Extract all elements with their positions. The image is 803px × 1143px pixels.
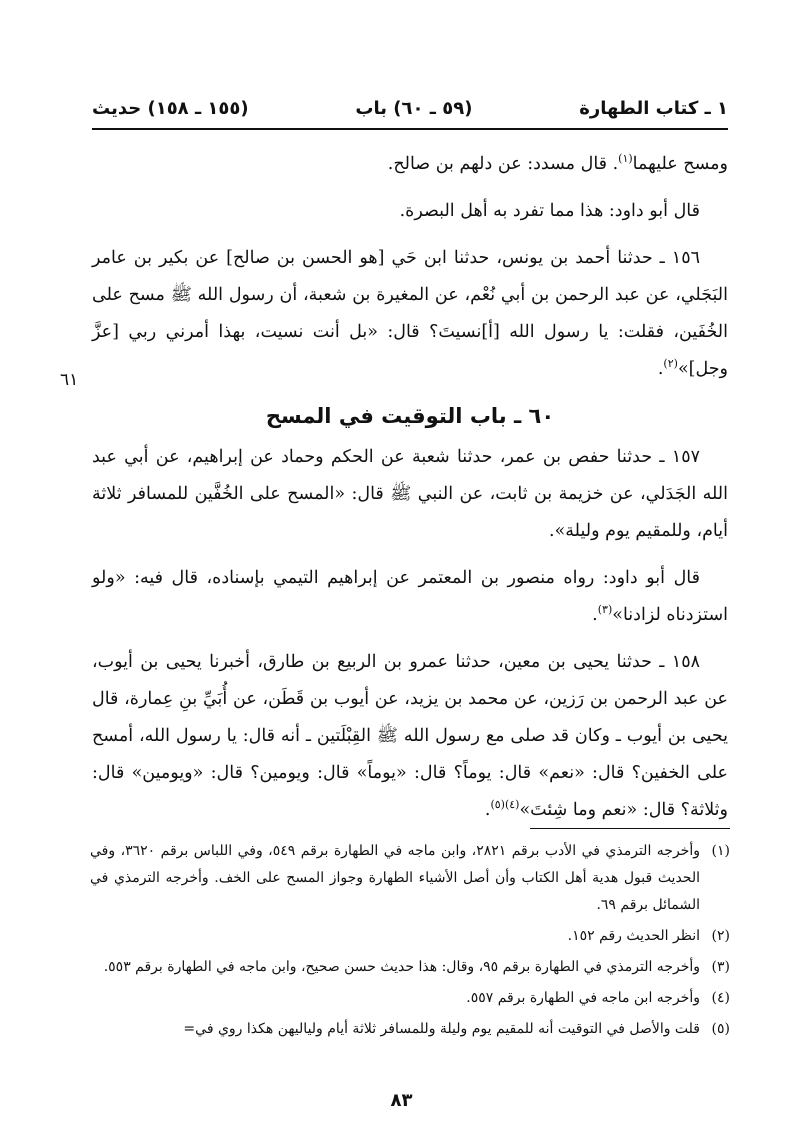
- footnote-text: انظر الحديث رقم ١٥٢.: [567, 928, 700, 944]
- footnote-number: (٣): [711, 959, 730, 975]
- footnote-1: [90, 838, 730, 919]
- footnote-text: وأخرجه ابن ماجه في الطهارة برقم ٥٥٧.: [466, 990, 700, 1006]
- footnote-text: قلت والأصل في التوقيت أنه للمقيم يوم وليلة وللمسافر ثلاثة أيام ولياليهن هكذا روي في=: [183, 1021, 700, 1037]
- footnote-number: (١): [711, 843, 730, 859]
- abu-dawud-comment-tail: .: [592, 605, 598, 625]
- header-book-title: ١ ـ كتاب الطهارة: [579, 97, 728, 119]
- footnote-ref-4-5: (٤)(٥): [490, 798, 520, 812]
- hadith-158-text: ١٥٨ ـ حدثنا يحيى بن معين، حدثنا عمرو بن الربيع بن طارق، أخبرنا يحيى بن أيوب، عن عبد الرحمن بن رَزين، عن محمد بن يزيد، عن أيوب بن قَطَن، عن أُبَيِّ بنِ عِمارة، قال يحيى بن أيوب ـ وكان قد صلى مع رسول الله ﷺ القِبْلَتين ـ أنه قال: يا رسول الله، أمسح على الخفين؟ قال: «نعم» قال: يوماً؟ قال: «يوماً» قال: ويومين؟ قال: «ويومين» قال: وثلاثة؟ قال: «نعم وما شِئتَ»: [92, 652, 728, 820]
- footnote-text: وأخرجه الترمذي في الطهارة برقم ٩٥، وقال: هذا حديث حسن صحيح، وابن ماجه في الطهارة برقم ٥٥٣.: [103, 959, 700, 975]
- header-hadith-range: (١٥٥ ـ ١٥٨) حديث: [92, 97, 249, 119]
- footnote-ref-1: (١): [618, 152, 633, 166]
- footnote-number: (٤): [711, 990, 730, 1006]
- hadith-156-tail: .: [657, 359, 664, 379]
- hadith-158: [92, 644, 728, 829]
- hadith-158-tail: .: [484, 800, 491, 820]
- running-header: [92, 88, 728, 130]
- footnote-number: (٥): [711, 1021, 730, 1037]
- main-text: [92, 146, 728, 839]
- footnote-ref-3: (٣): [597, 603, 613, 617]
- margin-page-reference: ٦١: [60, 370, 79, 390]
- paragraph-1-tail: . قال مسدد: عن دلهم بن صالح.: [387, 154, 619, 174]
- footnote-3: [90, 954, 730, 981]
- abu-dawud-comment: [92, 560, 728, 634]
- footnote-text: وأخرجه الترمذي في الأدب برقم ٢٨٢١، وابن ماجه في الطهارة برقم ٥٤٩، وفي اللباس برقم ٣٦٢٠، وفي الحديث قبول هدية أهل الكتاب وأن أصل الأشياء الطهارة وجواز المسح على الخف. وأخرجه الترمذي في الشمائل برقم ٦٩.: [90, 843, 700, 913]
- paragraph-2: قال أبو داود: هذا مما تفرد به أهل البصرة.: [399, 201, 700, 221]
- hadith-156-text: ١٥٦ ـ حدثنا أحمد بن يونس، حدثنا ابن حَي [هو الحسن بن صالح] عن بكير بن عامر البَجَلي، عن عبد الرحمن بن أبي نُعْم، عن المغيرة بن شعبة، أن رسول الله ﷺ مسح على الخُفَين، فقلت: يا رسول الله [أ]نسيتَ؟ قال: «بل أنت نسيت، بهذا أمرني ربي [عزَّ وجل]»: [92, 248, 728, 379]
- paragraph-1: [92, 146, 728, 183]
- footnotes: [90, 838, 730, 1047]
- hadith-157: ١٥٧ ـ حدثنا حفص بن عمر، حدثنا شعبة عن الحكم وحماد عن إبراهيم، عن أبي عبد الله الجَدَلي، عن خزيمة بن ثابت، عن النبي ﷺ قال: «المسح على الخُفَّين للمسافر ثلاثة أيام، وللمقيم يوم وليلة».: [92, 447, 728, 541]
- header-chapter-range: (٥٩ ـ ٦٠) باب: [355, 97, 473, 119]
- footnote-ref-2: (٢): [663, 357, 678, 371]
- page-number: ٨٣: [390, 1090, 413, 1111]
- paragraph-1-text: ومسح عليهما: [632, 154, 728, 174]
- abu-dawud-comment-text: قال أبو داود: رواه منصور بن المعتمر عن إبراهيم التيمي بإسناده، قال فيه: «ولو استزدناه لزادنا»: [92, 568, 728, 625]
- footnote-number: (٢): [711, 928, 730, 944]
- chapter-title: ٦٠ ـ باب التوقيت في المسح: [265, 404, 555, 428]
- footnote-5: [90, 1016, 730, 1043]
- footnote-4: [90, 985, 730, 1012]
- hadith-156: [92, 240, 728, 388]
- footnote-2: [90, 923, 730, 950]
- footnote-separator: [530, 828, 730, 829]
